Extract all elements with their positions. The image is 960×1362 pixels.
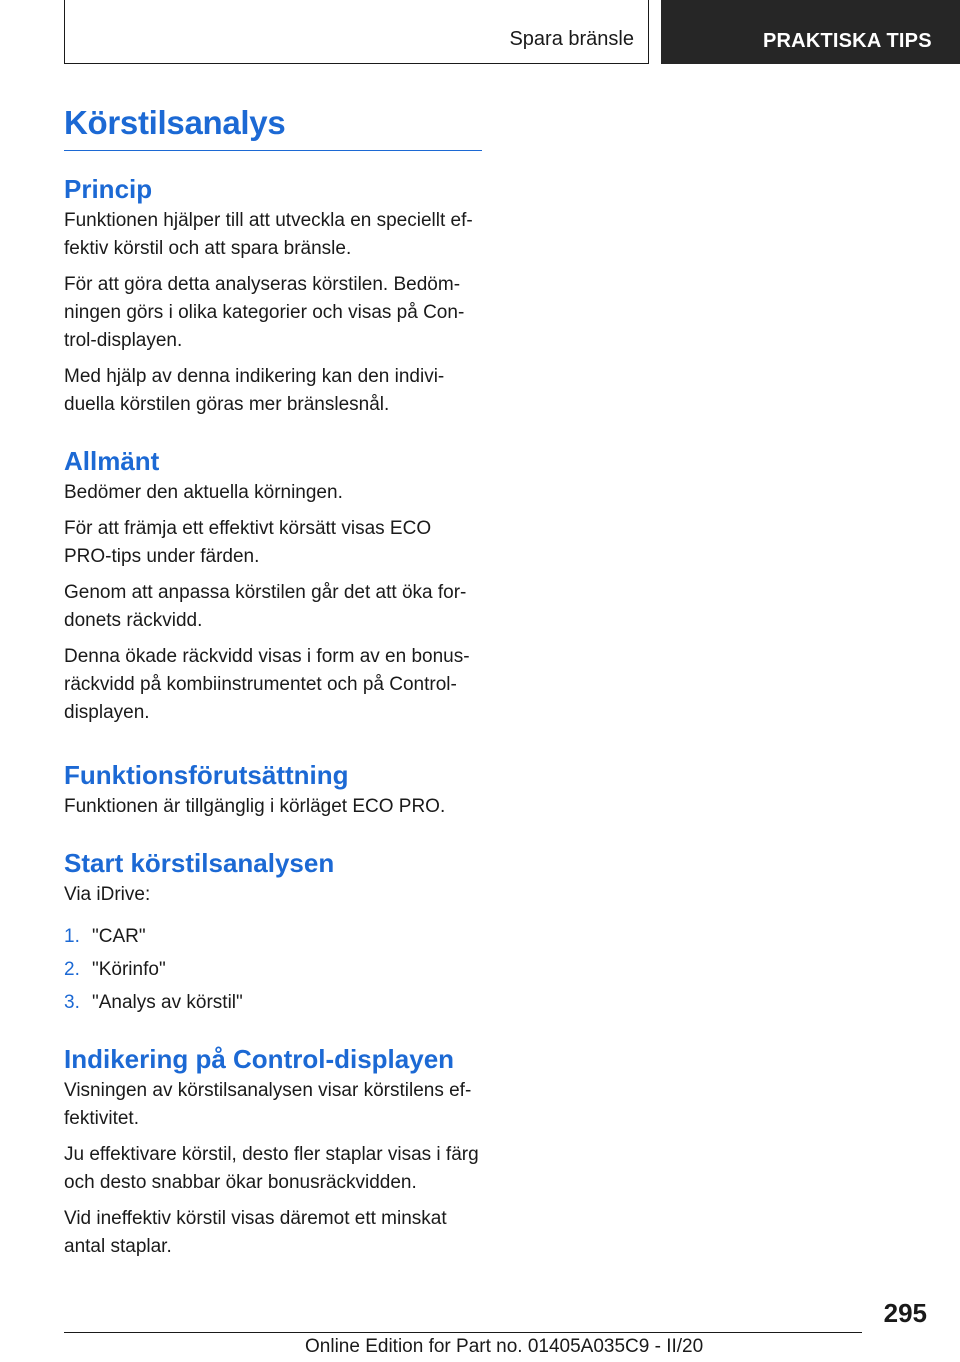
page-title: Körstilsanalys — [64, 100, 482, 151]
step-text: "Analys av körstil" — [92, 992, 243, 1013]
paragraph: Denna ökade räckvidd visas i form av en bonus-räckvidd på kombiinstrumentet och på Control-displayen. — [64, 646, 470, 723]
step-number: 1. — [64, 926, 80, 947]
steps-list — [64, 923, 482, 1017]
section-heading: Indikering på Control-displayen — [64, 1044, 455, 1074]
content-column — [64, 100, 482, 1269]
step-text: "CAR" — [92, 926, 146, 947]
paragraph: Ju effektivare körstil, desto fler staplar visas i färg och desto snabbar ökar bonusräckvidden. — [64, 1144, 479, 1193]
paragraph: Bedömer den aktuella körningen. — [64, 482, 343, 503]
step-number: 2. — [64, 959, 80, 980]
header-chapter-tab — [661, 0, 960, 64]
paragraph: Vid ineffektiv körstil visas däremot ett minskat antal staplar. — [64, 1208, 447, 1257]
paragraph: Genom att anpassa körstilen går det att öka for-donets räckvidd. — [64, 582, 467, 631]
list-item — [64, 989, 482, 1017]
section-indikering — [64, 1041, 482, 1261]
footer-divider — [64, 1332, 862, 1333]
section-funktionsforutsattning — [64, 757, 482, 821]
footer-edition: Online Edition for Part no. 01405A035C9 - II/20 — [305, 1336, 704, 1357]
section-heading: Allmänt — [64, 446, 160, 476]
header-chapter-title: PRAKTISKA TIPS — [763, 30, 932, 52]
section-princip — [64, 171, 482, 419]
section-heading: Start körstilsanalysen — [64, 848, 335, 878]
header-section-box — [64, 0, 649, 64]
paragraph: För att främja ett effektivt körsätt visas ECO PRO-tips under färden. — [64, 518, 432, 567]
section-allmant — [64, 443, 482, 727]
list-item — [64, 923, 482, 951]
paragraph: Via iDrive: — [64, 884, 151, 905]
section-heading: Funktionsförutsättning — [64, 760, 349, 790]
paragraph: Funktionen är tillgänglig i körläget ECO PRO. — [64, 796, 446, 817]
paragraph: Med hjälp av denna indikering kan den indivi-duella körstilen göras mer bränslesnål. — [64, 366, 445, 415]
paragraph: För att göra detta analyseras körstilen. Bedöm-ningen görs i olika kategorier och visas på Con-trol-displayen. — [64, 274, 465, 351]
step-number: 3. — [64, 992, 80, 1013]
list-item — [64, 956, 482, 984]
step-text: "Körinfo" — [92, 959, 166, 980]
section-start — [64, 845, 482, 1017]
page-number: 295 — [883, 1298, 927, 1328]
paragraph: Visningen av körstilsanalysen visar körstilens ef-fektivitet. — [64, 1080, 472, 1129]
section-heading: Princip — [64, 174, 153, 204]
header-section-title: Spara bränsle — [509, 28, 634, 50]
paragraph: Funktionen hjälper till att utveckla en speciellt ef-fektiv körstil och att spara bränsle. — [64, 210, 473, 259]
